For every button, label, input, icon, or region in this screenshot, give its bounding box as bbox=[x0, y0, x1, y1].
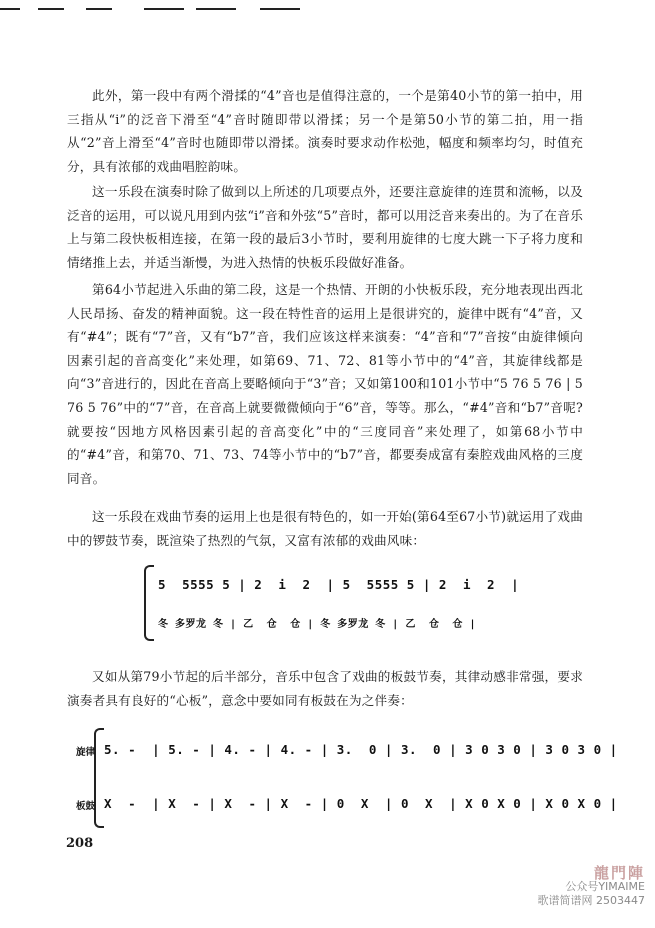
paragraph-5: 又如从第79小节起的后半部分，音乐中包含了戏曲的板鼓节奏，其律动感非常强，要求演奏者具有良好的“心板”，意念中要如同有板鼓在为之伴奏： bbox=[67, 669, 583, 708]
score-brace bbox=[144, 565, 154, 641]
banggu-score bbox=[66, 728, 618, 828]
score-brace bbox=[94, 728, 104, 828]
paragraph-4: 这一乐段在戏曲节奏的运用上也是很有特色的，如一开始(第64至67小节)就运用了戏曲中的锣鼓节奏，既渲染了热烈的气氛，又富有浓郁的戏曲风味： bbox=[67, 509, 583, 548]
gong-drum-score bbox=[144, 565, 520, 643]
watermark-line1: 公众号YIMAIME bbox=[565, 880, 645, 893]
top-rule bbox=[0, 0, 655, 16]
percussion-label: 板鼓 bbox=[76, 801, 96, 812]
watermark-line2: 歌谱简谱网 2503447 bbox=[537, 894, 645, 907]
score-melody-row: 5 5555 5 | 2 i 2 | 5 5555 5 | 2 i 2 | bbox=[158, 577, 520, 592]
watermark bbox=[538, 866, 646, 908]
paragraph-2: 这一乐段在演奏时除了做到以上所述的几项要点外，还要注意旋律的连贯和流畅，以及泛音的运用，可以说凡用到内弦“i”音和外弦“5”音时，都可以用泛音来奏出的。为了在音乐上与第二段快板相连接，在第一段的最后3小节时，要利用旋律的七度大跳一下子将力度和情绪推上去，并适当渐慢，为进入热情的快板乐段做好准备。 bbox=[67, 184, 583, 270]
watermark-logo: 龍門陣 bbox=[593, 864, 645, 882]
page-number: 208 bbox=[66, 836, 94, 851]
score-percussion-row: X - | X - | X - | X - | 0 X | 0 X | X 0 X 0 | X 0 X 0 | bbox=[104, 796, 618, 811]
score-percussion-row: 冬 多罗龙 冬 | 乙 仓 仓 | 冬 多罗龙 冬 | 乙 仓 仓 | bbox=[158, 619, 476, 630]
paragraph-3: 第64小节起进入乐曲的第二段，这是一个热情、开朗的小快板乐段，充分地表现出西北人民昂扬、奋发的精神面貌。这一段在特性音的运用上是很讲究的，旋律中既有“4”音，又有“#4”；既有“7”音，又有“b7”音，我们应该这样来演奏：“4”音和“7”音按“由旋律倾向因素引起的音高变化”来处理，如第69、71、72、81等小节中的“4”音，其旋律线都是向“3”音进行的，因此在音高上要略倾向于“3”音；又如第100和101小节中“5 76 5 76 | 5 76 5 76”中的“7”音，在音高上就要微微倾向于“6”音，等等。那么，“#4”音和“b7”音呢?就要按“因地方风格因素引起的音高变化”中的“三度同音”来处理了，如第68小节中的“#4”音，和第70、71、73、74等小节中的“b7”音，都要奏成富有秦腔戏曲风格的三度同音。 bbox=[67, 282, 583, 486]
score-melody-row: 5. - | 5. - | 4. - | 4. - | 3. 0 | 3. 0 | 3 0 3 0 | 3 0 3 0 | bbox=[104, 742, 618, 757]
paragraph-1: 此外，第一段中有两个滑揉的“4”音也是值得注意的，一个是第40小节的第一拍中，用三指从“i”的泛音下滑至“4”音时随即带以滑揉；另一个是第50小节的第二拍，用一指从“2”音上滑至“4”音时也随即带以滑揉。演奏时要求动作松弛，幅度和频率均匀，时值充分，具有浓郁的戏曲唱腔韵味。 bbox=[67, 88, 583, 174]
melody-label: 旋律 bbox=[76, 747, 96, 758]
